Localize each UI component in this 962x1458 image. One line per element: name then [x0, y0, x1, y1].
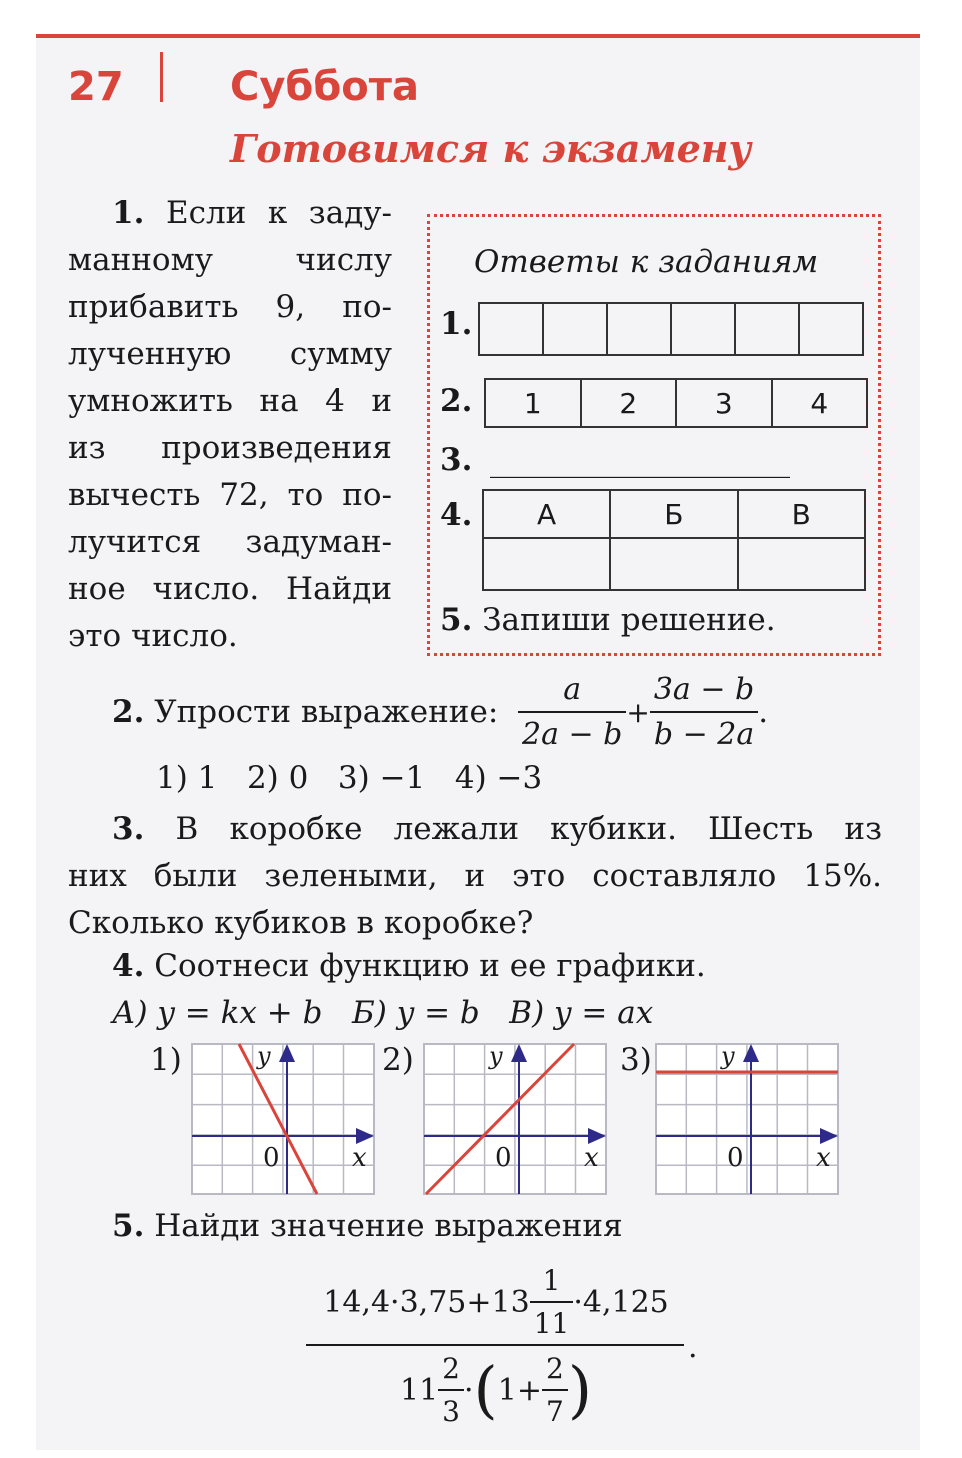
task1-text [68, 190, 392, 660]
task2-fraction-2: $\frac{3a - b}{b - 2a}$ [650, 672, 758, 752]
answer-cell[interactable] [543, 303, 607, 355]
expr-end: . [688, 1330, 698, 1365]
answer-cell[interactable] [483, 538, 610, 590]
answer-cell[interactable] [799, 303, 863, 355]
answer-label-5: 5. [440, 602, 473, 638]
axis-label-y: y [489, 1042, 503, 1070]
graph-label-3: 3) [620, 1042, 652, 1078]
top-rule [36, 34, 920, 38]
task3-line: 3. В коробке лежали кубики. Шесть из [112, 811, 882, 847]
task2-options: 1) 1 2) 0 3) −1 4) −3 [156, 760, 543, 796]
expr-denominator: 11 $\frac{2}{3}$ · ( 1+ $\frac{2}{7}$ ) [399, 1352, 593, 1428]
task1-line: умножить на 4 и [68, 383, 392, 419]
task2-text: Упрости выражение: [154, 694, 499, 730]
answer-label-2: 2. [440, 383, 473, 419]
answer-label-3: 3. [440, 442, 473, 478]
origin-label: 0 [495, 1143, 512, 1173]
answer-cell[interactable]: 3 [676, 379, 772, 427]
task5-number: 5. [112, 1208, 145, 1244]
answer-cell[interactable]: 1 [485, 379, 581, 427]
answer-cell[interactable] [479, 303, 543, 355]
task4-heading: 4. Соотнеси функцию и ее графики. [112, 948, 706, 984]
answer-cell[interactable] [735, 303, 799, 355]
axis-label-y: y [721, 1042, 735, 1070]
task1-line: 1. Если к заду- [112, 195, 393, 231]
task4-number: 4. [112, 948, 145, 984]
task3-text [68, 806, 882, 947]
answer5-row [440, 602, 776, 638]
expr-numerator: 14,4·3,75+13 $\frac{1}{11}$ ·4,125 [323, 1264, 669, 1340]
header-divider [160, 52, 163, 102]
task1-line: прибавить 9, по- [68, 289, 392, 325]
graph-label-2: 2) [382, 1042, 414, 1078]
task1-line: манному числу [68, 242, 392, 278]
page-number: 27 [68, 64, 124, 110]
task2-line [112, 668, 768, 756]
task1-line: это число. [68, 618, 238, 654]
task2-fraction-1: $\frac{a}{2a - b}$ [518, 672, 626, 752]
origin-label: 0 [727, 1143, 744, 1173]
section-subtitle: Готовимся к экзамену [230, 126, 752, 171]
task1-line: лученную сумму [68, 336, 392, 372]
expr-main-bar [306, 1344, 684, 1346]
answer-cell[interactable]: 4 [772, 379, 868, 427]
task5-heading: 5. Найди значение выражения [112, 1208, 623, 1244]
axis-label-x: x [584, 1143, 599, 1173]
day-title: Суббота [230, 64, 419, 110]
task3-line: них были зелеными, и это составляло 15%. [68, 858, 882, 894]
answer-cell[interactable] [738, 538, 865, 590]
task1-line: лучится задуман- [68, 524, 392, 560]
answer1-cells [478, 302, 864, 356]
graph-3 [654, 1042, 840, 1196]
answer4-header: Б [610, 490, 737, 538]
answer4-header: А [483, 490, 610, 538]
task2-number: 2. [112, 694, 145, 730]
answer2-cells [484, 378, 868, 428]
task2-plus: + [626, 695, 650, 729]
answers-title: Ответы к заданиям [474, 244, 819, 280]
task1-line: ное число. Найди [68, 571, 392, 607]
answer-cell[interactable] [607, 303, 671, 355]
axis-label-x: x [816, 1143, 831, 1173]
axis-label-x: x [352, 1143, 367, 1173]
task5-expression [306, 1262, 698, 1438]
task1-line: вычесть 72, то по- [68, 477, 392, 513]
answer-cell[interactable] [610, 538, 737, 590]
answer3-blank-line[interactable]: ____________________ [490, 444, 790, 479]
axis-label-y: y [257, 1042, 271, 1070]
task4-functions: А) y = kx + b Б) y = b В) y = ax [112, 995, 654, 1031]
task3-line: Сколько кубиков в коробке? [68, 905, 534, 941]
graph-label-1: 1) [150, 1042, 182, 1078]
task1-line: из произведения [68, 430, 392, 466]
task1-number: 1. [112, 195, 145, 231]
answer-cell[interactable] [671, 303, 735, 355]
answer4-header: В [738, 490, 865, 538]
origin-label: 0 [263, 1143, 280, 1173]
answer-label-4: 4. [440, 497, 473, 533]
answer-label-1: 1. [440, 306, 473, 342]
answer-cell[interactable]: 2 [581, 379, 677, 427]
answer5-text: Запиши решение. [482, 602, 776, 638]
answer4-table [482, 489, 866, 591]
graph-2 [422, 1042, 608, 1196]
graph-1 [190, 1042, 376, 1196]
task2-end: . [758, 694, 769, 730]
